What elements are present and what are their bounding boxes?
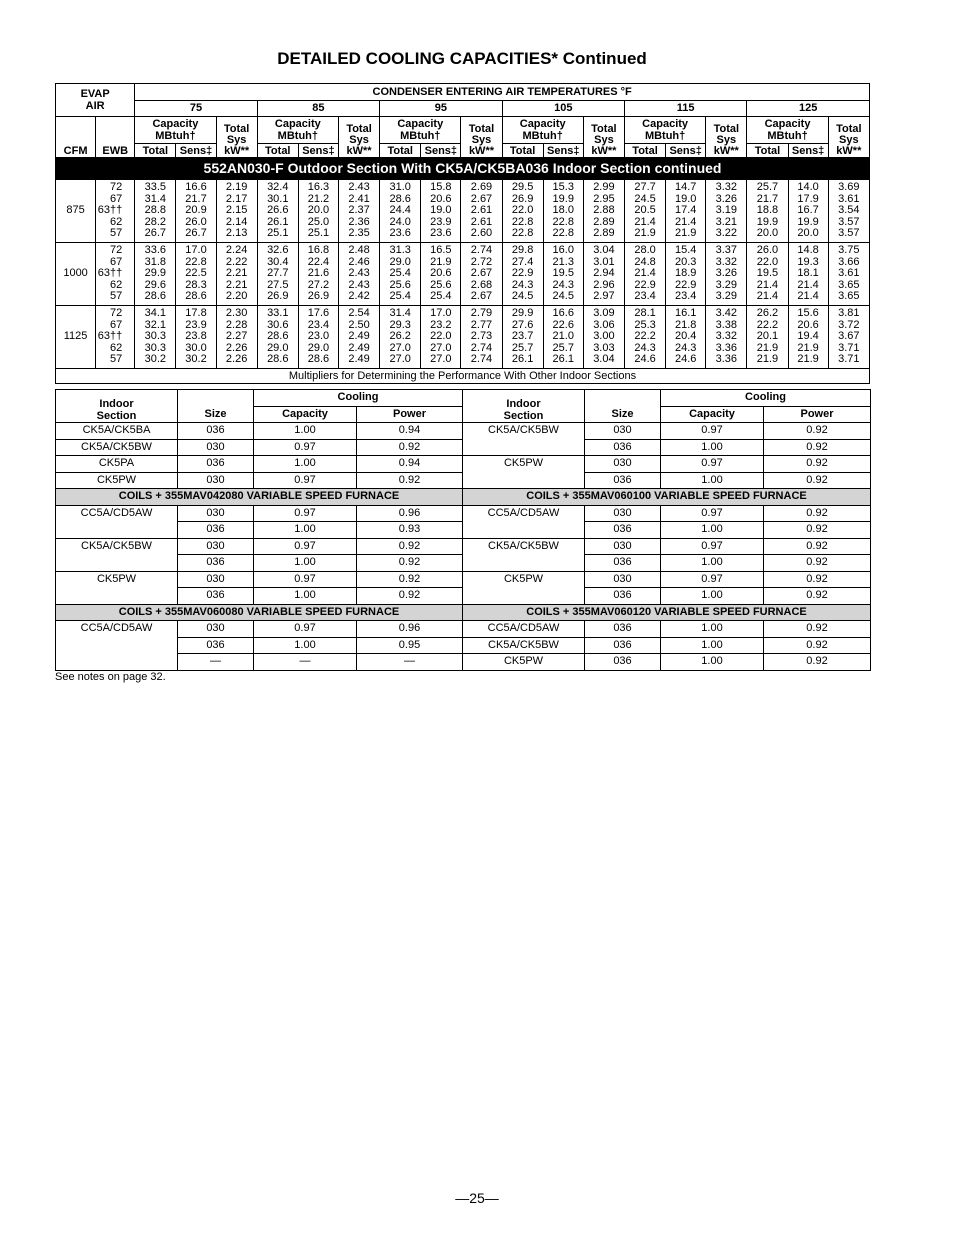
ewb-cell: 72 67 63†† 62 57 xyxy=(96,305,135,368)
value-cell: 15.3 19.9 18.0 22.8 22.8 xyxy=(543,180,583,243)
multipliers-caption: Multipliers for Determining the Performance With Other Indoor Sections xyxy=(56,368,870,383)
mult-value-cell: 0.92 xyxy=(764,654,871,671)
mult-row xyxy=(56,571,871,588)
total-header: Total xyxy=(380,144,421,158)
mult-value-cell: 0.97 xyxy=(661,423,764,440)
mult-value-cell: 1.00 xyxy=(661,522,764,539)
value-cell: 16.3 21.2 20.0 25.0 25.1 xyxy=(298,180,338,243)
indoor-section-cell: CK5A/CK5BW xyxy=(56,439,178,456)
condenser-temp-header: CONDENSER ENTERING AIR TEMPERATURES °F xyxy=(135,84,870,101)
coil-furnace-title: COILS + 355MAV060100 VARIABLE SPEED FURNACE xyxy=(463,489,871,506)
mult-value-cell: 0.92 xyxy=(764,522,871,539)
mult-value-cell: 036 xyxy=(585,637,661,654)
value-cell: 28.1 25.3 22.2 24.3 24.6 xyxy=(624,305,665,368)
footnote: See notes on page 32. xyxy=(55,671,166,683)
mult-value-cell: 0.92 xyxy=(357,472,463,489)
temp-header: 115 xyxy=(624,100,746,117)
indoor-section-cell: CK5A/CK5BW xyxy=(56,538,178,571)
value-cell: 28.0 24.8 21.4 22.9 23.4 xyxy=(624,242,665,305)
mult-value-cell: 1.00 xyxy=(661,621,764,638)
indoor-section-cell: CK5PA xyxy=(56,456,178,473)
value-cell: 2.43 2.41 2.37 2.36 2.35 xyxy=(338,180,379,243)
indoor-section-cell: CC5A/CD5AW xyxy=(56,505,178,538)
mult-value-cell: 0.97 xyxy=(661,571,764,588)
mult-value-cell: — xyxy=(254,654,357,671)
mult-row xyxy=(56,654,871,671)
value-cell: 14.7 19.0 17.4 21.4 21.9 xyxy=(666,180,706,243)
mult-value-cell: 0.92 xyxy=(764,538,871,555)
mult-value-cell: 036 xyxy=(585,522,661,539)
mult-value-cell: 0.97 xyxy=(661,505,764,522)
mult-value-cell: 0.92 xyxy=(764,472,871,489)
value-cell: 2.54 2.50 2.49 2.49 2.49 xyxy=(338,305,379,368)
value-cell: 17.8 23.9 23.8 30.0 30.2 xyxy=(176,305,216,368)
value-cell: 33.5 31.4 28.8 28.2 26.7 xyxy=(135,180,176,243)
evap-air-header: EVAP AIR xyxy=(56,84,135,117)
mult-value-cell: 036 xyxy=(178,555,254,572)
capacity-header: Capacity MBtuh† xyxy=(380,117,461,144)
mult-value-cell: 1.00 xyxy=(661,472,764,489)
mult-value-cell: 0.97 xyxy=(254,571,357,588)
mult-row xyxy=(56,538,871,555)
power-header: Power xyxy=(764,406,871,423)
value-cell: 3.81 3.72 3.67 3.71 3.71 xyxy=(828,305,869,368)
size-header: Size xyxy=(178,390,254,423)
mult-row xyxy=(56,423,871,440)
mult-value-cell: 0.92 xyxy=(357,538,463,555)
indoor-section-cell: CC5A/CD5AW xyxy=(463,505,585,538)
mult-value-cell: 030 xyxy=(585,423,661,440)
indoor-section-cell: CK5A/CK5BW xyxy=(463,538,585,571)
mult-value-cell: 0.97 xyxy=(254,621,357,638)
mult-value-cell: 036 xyxy=(585,555,661,572)
mult-value-cell: 1.00 xyxy=(254,588,357,605)
sens-header: Sens‡ xyxy=(788,144,828,158)
mult-header-row xyxy=(56,390,871,407)
mult-value-cell: 0.92 xyxy=(764,588,871,605)
temp-header: 95 xyxy=(380,100,502,117)
value-cell: 34.1 32.1 30.3 30.3 30.2 xyxy=(135,305,176,368)
capacity-header: Capacity MBtuh† xyxy=(624,117,705,144)
cooling-header: Cooling xyxy=(254,390,463,407)
mult-value-cell: — xyxy=(357,654,463,671)
value-cell: 26.2 22.2 20.1 21.9 21.9 xyxy=(747,305,788,368)
mult-value-cell: 0.93 xyxy=(357,522,463,539)
value-cell: 32.4 30.1 26.6 26.1 25.1 xyxy=(257,180,298,243)
value-cell: 17.0 22.8 22.5 28.3 28.6 xyxy=(176,242,216,305)
ewb-cell: 72 67 63†† 62 57 xyxy=(96,242,135,305)
page-number: —25— xyxy=(455,1190,499,1206)
mult-value-cell: 030 xyxy=(585,571,661,588)
multipliers-caption-row xyxy=(56,368,870,383)
indoor-section-cell: CK5PW xyxy=(56,571,178,604)
section-banner: 552AN030-F Outdoor Section With CK5A/CK5BA036 Indoor Section continued xyxy=(56,158,870,180)
mult-value-cell: 0.96 xyxy=(357,505,463,522)
capacity-header: Capacity MBtuh† xyxy=(257,117,338,144)
indoor-section-header: Indoor Section xyxy=(56,390,178,423)
cfm-cell: 1000 xyxy=(56,242,96,305)
cfm-cell: 1125 xyxy=(56,305,96,368)
mult-row xyxy=(56,505,871,522)
data-row xyxy=(56,305,870,368)
power-header: Power xyxy=(357,406,463,423)
coil-title-row xyxy=(56,489,871,506)
indoor-section-cell: CK5PW xyxy=(56,472,178,489)
mult-value-cell: 0.95 xyxy=(357,637,463,654)
mult-value-cell: 030 xyxy=(178,571,254,588)
indoor-section-cell: CK5PW xyxy=(463,456,585,489)
total-sys-header: Total Sys kW** xyxy=(461,117,502,158)
value-cell: 17.0 23.2 22.0 27.0 27.0 xyxy=(421,305,461,368)
total-sys-header: Total Sys kW** xyxy=(216,117,257,158)
value-cell: 31.4 29.3 26.2 27.0 27.0 xyxy=(380,305,421,368)
value-cell: 15.6 20.6 19.4 21.9 21.9 xyxy=(788,305,828,368)
mult-value-cell: 030 xyxy=(178,472,254,489)
value-cell: 29.5 26.9 22.0 22.8 22.8 xyxy=(502,180,543,243)
temp-header-row xyxy=(56,100,870,117)
value-cell: 15.8 20.6 19.0 23.9 23.6 xyxy=(421,180,461,243)
cfm-cell: 875 xyxy=(56,180,96,243)
value-cell: 3.37 3.32 3.26 3.29 3.29 xyxy=(706,242,747,305)
subheader-row xyxy=(56,117,870,144)
total-sys-header: Total Sys kW** xyxy=(338,117,379,158)
mult-row xyxy=(56,456,871,473)
mult-value-cell: 1.00 xyxy=(254,522,357,539)
mult-value-cell: 0.92 xyxy=(357,588,463,605)
mult-value-cell: 0.92 xyxy=(764,621,871,638)
value-cell: 31.0 28.6 24.4 24.0 23.6 xyxy=(380,180,421,243)
mult-value-cell: 036 xyxy=(178,522,254,539)
total-header: Total xyxy=(257,144,298,158)
value-cell: 17.6 23.4 23.0 29.0 28.6 xyxy=(298,305,338,368)
mult-value-cell: 030 xyxy=(178,538,254,555)
value-cell: 3.32 3.26 3.19 3.21 3.22 xyxy=(706,180,747,243)
mult-value-cell: 1.00 xyxy=(661,588,764,605)
mult-value-cell: 036 xyxy=(178,588,254,605)
total-header: Total xyxy=(135,144,176,158)
mult-row xyxy=(56,637,871,654)
mult-value-cell: 036 xyxy=(178,456,254,473)
mult-value-cell: 036 xyxy=(178,637,254,654)
mult-value-cell: 0.92 xyxy=(357,555,463,572)
multipliers-table xyxy=(55,389,871,671)
indoor-section-cell: CK5A/CK5BA xyxy=(56,423,178,440)
value-cell: 27.7 24.5 20.5 21.4 21.9 xyxy=(624,180,665,243)
mult-value-cell: 036 xyxy=(585,439,661,456)
mult-value-cell: 1.00 xyxy=(254,637,357,654)
value-cell: 2.24 2.22 2.21 2.21 2.20 xyxy=(216,242,257,305)
mult-value-cell: 1.00 xyxy=(661,439,764,456)
ewb-header: EWB xyxy=(96,117,135,158)
value-cell: 16.1 21.8 20.4 24.3 24.6 xyxy=(666,305,706,368)
mult-value-cell: 036 xyxy=(585,588,661,605)
temp-header: 125 xyxy=(747,100,870,117)
sens-header: Sens‡ xyxy=(543,144,583,158)
mult-value-cell: 0.92 xyxy=(764,505,871,522)
value-cell: 31.3 29.0 25.4 25.6 25.4 xyxy=(380,242,421,305)
value-cell: 3.75 3.66 3.61 3.65 3.65 xyxy=(828,242,869,305)
mult-value-cell: 0.96 xyxy=(357,621,463,638)
value-cell: 2.48 2.46 2.43 2.43 2.42 xyxy=(338,242,379,305)
mult-value-cell: 0.97 xyxy=(661,456,764,473)
total-sys-header: Total Sys kW** xyxy=(583,117,624,158)
indoor-section-cell: CK5A/CK5BW xyxy=(463,637,585,654)
value-cell: 2.79 2.77 2.73 2.74 2.74 xyxy=(461,305,502,368)
mult-value-cell: 0.92 xyxy=(357,439,463,456)
capacity-header: Capacity MBtuh† xyxy=(747,117,828,144)
value-cell: 3.04 3.01 2.94 2.96 2.97 xyxy=(583,242,624,305)
mult-value-cell: 1.00 xyxy=(254,555,357,572)
header-row xyxy=(56,84,870,101)
temp-header: 85 xyxy=(257,100,379,117)
mult-value-cell: 036 xyxy=(585,621,661,638)
indoor-section-cell: CK5PW xyxy=(463,654,585,671)
mult-value-cell: 0.92 xyxy=(764,555,871,572)
mult-value-cell: 1.00 xyxy=(254,423,357,440)
value-cell: 33.6 31.8 29.9 29.6 28.6 xyxy=(135,242,176,305)
mult-value-cell: 0.92 xyxy=(764,423,871,440)
mult-value-cell: 1.00 xyxy=(661,654,764,671)
mult-value-cell: 036 xyxy=(585,472,661,489)
value-cell: 3.09 3.06 3.00 3.03 3.04 xyxy=(583,305,624,368)
mult-value-cell: 0.97 xyxy=(254,538,357,555)
value-cell: 2.99 2.95 2.88 2.89 2.89 xyxy=(583,180,624,243)
capacity-header: Capacity MBtuh† xyxy=(135,117,216,144)
mult-value-cell: 1.00 xyxy=(661,637,764,654)
total-header: Total xyxy=(502,144,543,158)
value-cell: 16.6 21.7 20.9 26.0 26.7 xyxy=(176,180,216,243)
capacity-header: Capacity xyxy=(254,406,357,423)
value-cell: 15.4 20.3 18.9 22.9 23.4 xyxy=(666,242,706,305)
value-cell: 3.69 3.61 3.54 3.57 3.57 xyxy=(828,180,869,243)
mult-value-cell: 0.97 xyxy=(661,538,764,555)
coil-furnace-title: COILS + 355MAV060080 VARIABLE SPEED FURNACE xyxy=(56,604,463,621)
data-row xyxy=(56,180,870,243)
value-cell: 25.7 21.7 18.8 19.9 20.0 xyxy=(747,180,788,243)
mult-value-cell: 0.97 xyxy=(254,472,357,489)
value-cell: 29.8 27.4 22.9 24.3 24.5 xyxy=(502,242,543,305)
mult-value-cell: 0.94 xyxy=(357,456,463,473)
indoor-section-cell: CK5PW xyxy=(463,571,585,604)
indoor-section-cell: CK5A/CK5BW xyxy=(463,423,585,456)
mult-value-cell: 030 xyxy=(585,456,661,473)
mult-row xyxy=(56,621,871,638)
value-cell: 16.8 22.4 21.6 27.2 26.9 xyxy=(298,242,338,305)
value-cell: 14.8 19.3 18.1 21.4 21.4 xyxy=(788,242,828,305)
mult-value-cell: 0.92 xyxy=(764,571,871,588)
mult-value-cell: 030 xyxy=(178,621,254,638)
value-cell: 16.0 21.3 19.5 24.3 24.5 xyxy=(543,242,583,305)
mult-value-cell: 0.97 xyxy=(254,439,357,456)
size-header: Size xyxy=(585,390,661,423)
mult-value-cell: 0.92 xyxy=(764,637,871,654)
total-header: Total xyxy=(624,144,665,158)
value-cell: 16.5 21.9 20.6 25.6 25.4 xyxy=(421,242,461,305)
mult-value-cell: 0.92 xyxy=(764,439,871,456)
value-cell: 2.74 2.72 2.67 2.68 2.67 xyxy=(461,242,502,305)
value-cell: 29.9 27.6 23.7 25.7 26.1 xyxy=(502,305,543,368)
indoor-section-header: Indoor Section xyxy=(463,390,585,423)
data-row xyxy=(56,242,870,305)
mult-value-cell: 0.94 xyxy=(357,423,463,440)
mult-value-cell: 030 xyxy=(585,538,661,555)
value-cell: 14.0 17.9 16.7 19.9 20.0 xyxy=(788,180,828,243)
ewb-cell: 72 67 63†† 62 57 xyxy=(96,180,135,243)
mult-value-cell: 030 xyxy=(178,439,254,456)
mult-value-cell: 036 xyxy=(585,654,661,671)
total-sys-header: Total Sys kW** xyxy=(828,117,869,158)
mult-value-cell: 036 xyxy=(178,423,254,440)
value-cell: 2.69 2.67 2.61 2.61 2.60 xyxy=(461,180,502,243)
mult-value-cell: 0.92 xyxy=(764,456,871,473)
coil-furnace-title: COILS + 355MAV060120 VARIABLE SPEED FURNACE xyxy=(463,604,871,621)
sens-header: Sens‡ xyxy=(176,144,216,158)
sens-header: Sens‡ xyxy=(298,144,338,158)
total-header: Total xyxy=(747,144,788,158)
temp-header: 75 xyxy=(135,100,257,117)
mult-value-cell: 0.92 xyxy=(357,571,463,588)
mult-value-cell: 1.00 xyxy=(661,555,764,572)
value-cell: 32.6 30.4 27.7 27.5 26.9 xyxy=(257,242,298,305)
coil-furnace-title: COILS + 355MAV042080 VARIABLE SPEED FURNACE xyxy=(56,489,463,506)
temp-header: 105 xyxy=(502,100,624,117)
mult-value-cell: 0.97 xyxy=(254,505,357,522)
value-cell: 33.1 30.6 28.6 29.0 28.6 xyxy=(257,305,298,368)
capacity-header: Capacity MBtuh† xyxy=(502,117,583,144)
value-cell: 26.0 22.0 19.5 21.4 21.4 xyxy=(747,242,788,305)
capacity-header: Capacity xyxy=(661,406,764,423)
coil-title-row xyxy=(56,604,871,621)
cooling-capacity-table xyxy=(55,83,870,384)
indoor-section-cell: CC5A/CD5AW xyxy=(56,621,178,671)
total-sys-header: Total Sys kW** xyxy=(706,117,747,158)
value-cell: 16.6 22.6 21.0 25.7 26.1 xyxy=(543,305,583,368)
banner-row xyxy=(56,158,870,180)
cfm-header: CFM xyxy=(56,117,96,158)
cooling-header: Cooling xyxy=(661,390,871,407)
mult-value-cell: — xyxy=(178,654,254,671)
value-cell: 3.42 3.38 3.32 3.36 3.36 xyxy=(706,305,747,368)
sens-header: Sens‡ xyxy=(666,144,706,158)
mult-value-cell: 030 xyxy=(178,505,254,522)
value-cell: 2.30 2.28 2.27 2.26 2.26 xyxy=(216,305,257,368)
value-cell: 2.19 2.17 2.15 2.14 2.13 xyxy=(216,180,257,243)
sens-header: Sens‡ xyxy=(421,144,461,158)
mult-value-cell: 030 xyxy=(585,505,661,522)
indoor-section-cell: CC5A/CD5AW xyxy=(463,621,585,638)
page-title: DETAILED COOLING CAPACITIES* Continued xyxy=(277,49,647,68)
mult-value-cell: 1.00 xyxy=(254,456,357,473)
